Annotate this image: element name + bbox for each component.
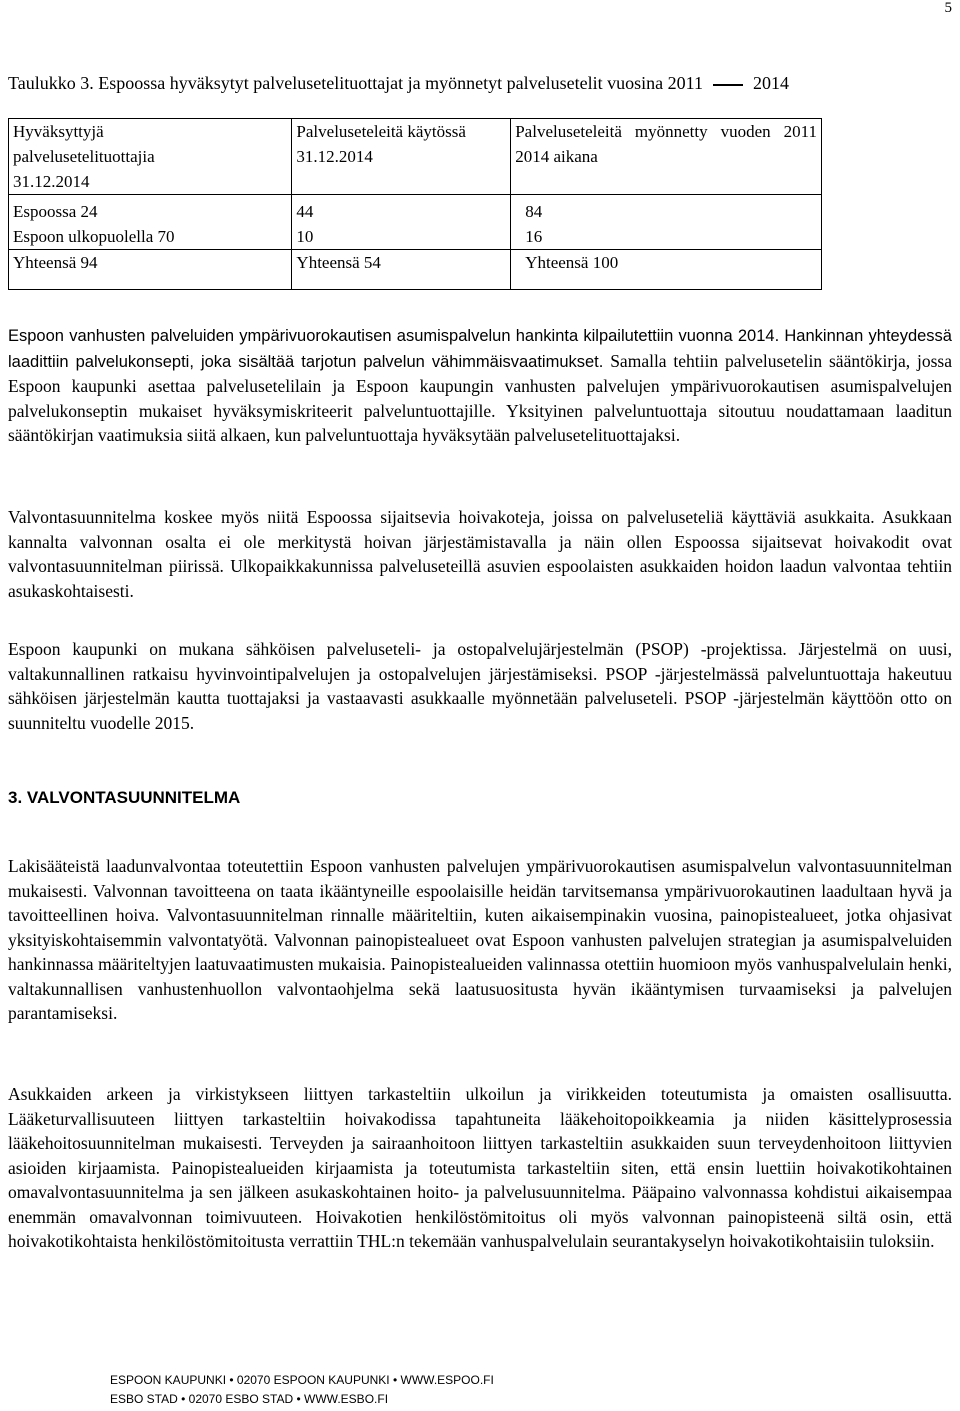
table-caption-text: Taulukko 3. Espoossa hyväksytyt palvelusetelituottajat ja myönnetyt palvelusetelit vuosina 2011 xyxy=(8,73,703,93)
header-vouchers-in-use xyxy=(292,119,511,195)
paragraph-resident-daily-life: Asukkaiden arkeen ja virkistykseen liittyen tarkasteltiin ulkoilun ja virikkeiden toteutumista ja omaisten osallisuutta. Lääketurvallisuuteen liittyen tarkasteltiin hoivakodissa tapahtuneita lääkehoitopoikkeamia ja niiden käsittelyprosessia lääkehoitosuunnitelman mukaisesti. Terveyden ja sairaanhoitoon liittyen tarkasteltiin asukkaiden suun terveydenhoitoon liittyvien asioiden kirjaamista. Painopistealueiden kirjaamista ja toteutumista tarkasteltiin siten, että ensin luettiin hoivakotikohtainen omavalvontasuunnitelma ja sen jälkeen asukaskohtainen hoito- ja palvelusuunnitelma. Pääpaino valvonnassa kohdistui aikaisempaa enemmän omavalvonnan toimivuuteen. Hoivakotien henkilöstömitoitus oli myös valvonnan painopisteenä siltä osin, että hoivakotikohtaista henkilöstömitoitusta verrattiin THL:n tekemään vanhuspalvelulain seurantakyselyn hoivakotikohtaisiin tuloksiin. xyxy=(8,1084,952,1251)
table-header-row xyxy=(9,119,822,195)
row-outside-approved: Espoon ulkopuolella 70 xyxy=(13,227,175,246)
page-footer xyxy=(110,1371,494,1409)
header-granted-text: Palveluseteleitä myönnetty vuoden 2011 2014 aikana xyxy=(515,122,817,166)
paragraph-quality-control: Lakisääteistä laadunvalvontaa toteutettiin Espoon vanhusten palvelujen ympärivuorokautisen asumispalvelun valvontasuunnitelman mukaisesti. Valvonnan tavoitteena on taata ikääntyneille espoolaisille heidän tarvitsemansa ympärivuorokautinen laadultaan hyvä ja tavoitteellinen hoiva. Valvontasuunnitelman rinnalle määriteltiin, kuten aikaisempinakin vuosina, painopistealueet, jotka ohjasivat yksityiskohtaisemmin valvontatyötä. Valvonnan painopistealueet ovat Espoon vanhusten palvelujen strategian ja asumispalveluiden hankinnassa määriteltyjen laatuvaatimusten mukaisia. Painopistealueiden valinnassa otettiin huomioon myös vanhuspalvelulain henki, valtakunnallisen vanhustenhuollon valvontaohjelma sekä laatusuositusta hyvän ikääntymisen turvaamiseksi ja palvelujen parantamiseksi. xyxy=(8,856,952,1023)
footer-line-sv: ESBO STAD • 02070 ESBO STAD • WWW.ESBO.FI xyxy=(110,1392,389,1406)
row-espoo-granted: 84 xyxy=(525,202,543,221)
table-caption-year: 2014 xyxy=(752,73,789,93)
row-outside-granted: 16 xyxy=(525,227,543,246)
total-approved: Yhteensä 94 xyxy=(9,250,292,290)
header-approved-providers xyxy=(9,119,292,195)
row-outside-in-use: 10 xyxy=(296,227,314,246)
header-in-use-text: Palveluseteleitä käytössä 31.12.2014 xyxy=(296,122,466,166)
providers-table xyxy=(8,118,822,290)
header-approved-text: Hyväksyttyjä palvelusetelituottajia 31.12.2014 xyxy=(13,122,155,191)
header-vouchers-granted xyxy=(511,119,822,195)
total-in-use: Yhteensä 54 xyxy=(292,250,511,290)
table-row xyxy=(9,195,822,250)
paragraph-supervision-plan: Valvontasuunnitelma koskee myös niitä Espoossa sijaitsevia hoivakoteja, joissa on palveluseteliä käyttäviä asukkaita. Asukkaan kannalta valvonnan osalta ei ole merkitystä hoivan järjestämistavalla ja näin ollen Espoossa sijaitsevat hoivakodit ovat valvontasuunnitelman piirissä. Ulkopaikkakunnissa palveluseteillä asuvien espoolaisten asukkaiden hoidon laadun valvontaa tehtiin asukaskohtaisesti. xyxy=(8,507,952,601)
table-cell xyxy=(9,195,292,250)
paragraph-psop: Espoon kaupunki on mukana sähköisen palveluseteli- ja ostopalvelujärjestelmän (PSOP) -projektissa. Järjestelmä on uusi, valtakunnallinen ratkaisu hyvinvointipalvelujen ja ostopalvelujen järjestämiseksi. PSOP -järjestelmässä palveluntuottaja hakeutuu sähköisen järjestelmän kautta tuottajaksi ja vastaavasti asukkaalle myönnetään palveluseteli. PSOP -järjestelmän käyttöön otto on suunniteltu vuodelle 2015. xyxy=(8,639,952,733)
table-caption xyxy=(8,72,789,94)
footer-line-fi: ESPOON KAUPUNKI • 02070 ESPOON KAUPUNKI • WWW.ESPOO.FI xyxy=(110,1373,494,1387)
row-espoo-in-use: 44 xyxy=(296,202,314,221)
page-number: 5 xyxy=(944,0,952,16)
paragraph-procurement xyxy=(8,323,952,448)
table-totals-row xyxy=(9,250,822,290)
total-granted-text: Yhteensä 100 xyxy=(525,253,619,272)
paragraph-procurement-rest: Samalla tehtiin palvelusetelin sääntökirja, jossa Espoon kaupunki asettaa palvelusetelilain ja Espoon kaupungin vanhusten palvelujen ympärivuorokautisen asumispalvelujen palvelukonseptin mukaiset hyväksymiskriteerit palveluntuottajille. Yksityinen palveluntuottaja sitoutuu noudattamaan laaditun sääntökirjan vaatimuksia siitä alkaen, kun palveluntuottaja hyväksytään palvelusetelituottajaksi. xyxy=(8,350,952,445)
table-cell xyxy=(511,195,822,250)
table-cell xyxy=(292,195,511,250)
row-espoo-approved: Espoossa 24 xyxy=(13,202,98,221)
caption-dash xyxy=(713,84,743,86)
total-granted xyxy=(511,250,822,290)
section-heading: 3. VALVONTASUUNNITELMA xyxy=(8,788,241,807)
paragraph-procurement-lead: Espoon vanhusten palveluiden ympärivuorokautisen asumispalvelun hankinta kilpailutettiin vuonna 2014. Hankinnan yhteydessä laadittiin palvelukonsepti, joka sisältää tarjotun palvelun vähimmäisvaatimukset. xyxy=(8,327,952,371)
